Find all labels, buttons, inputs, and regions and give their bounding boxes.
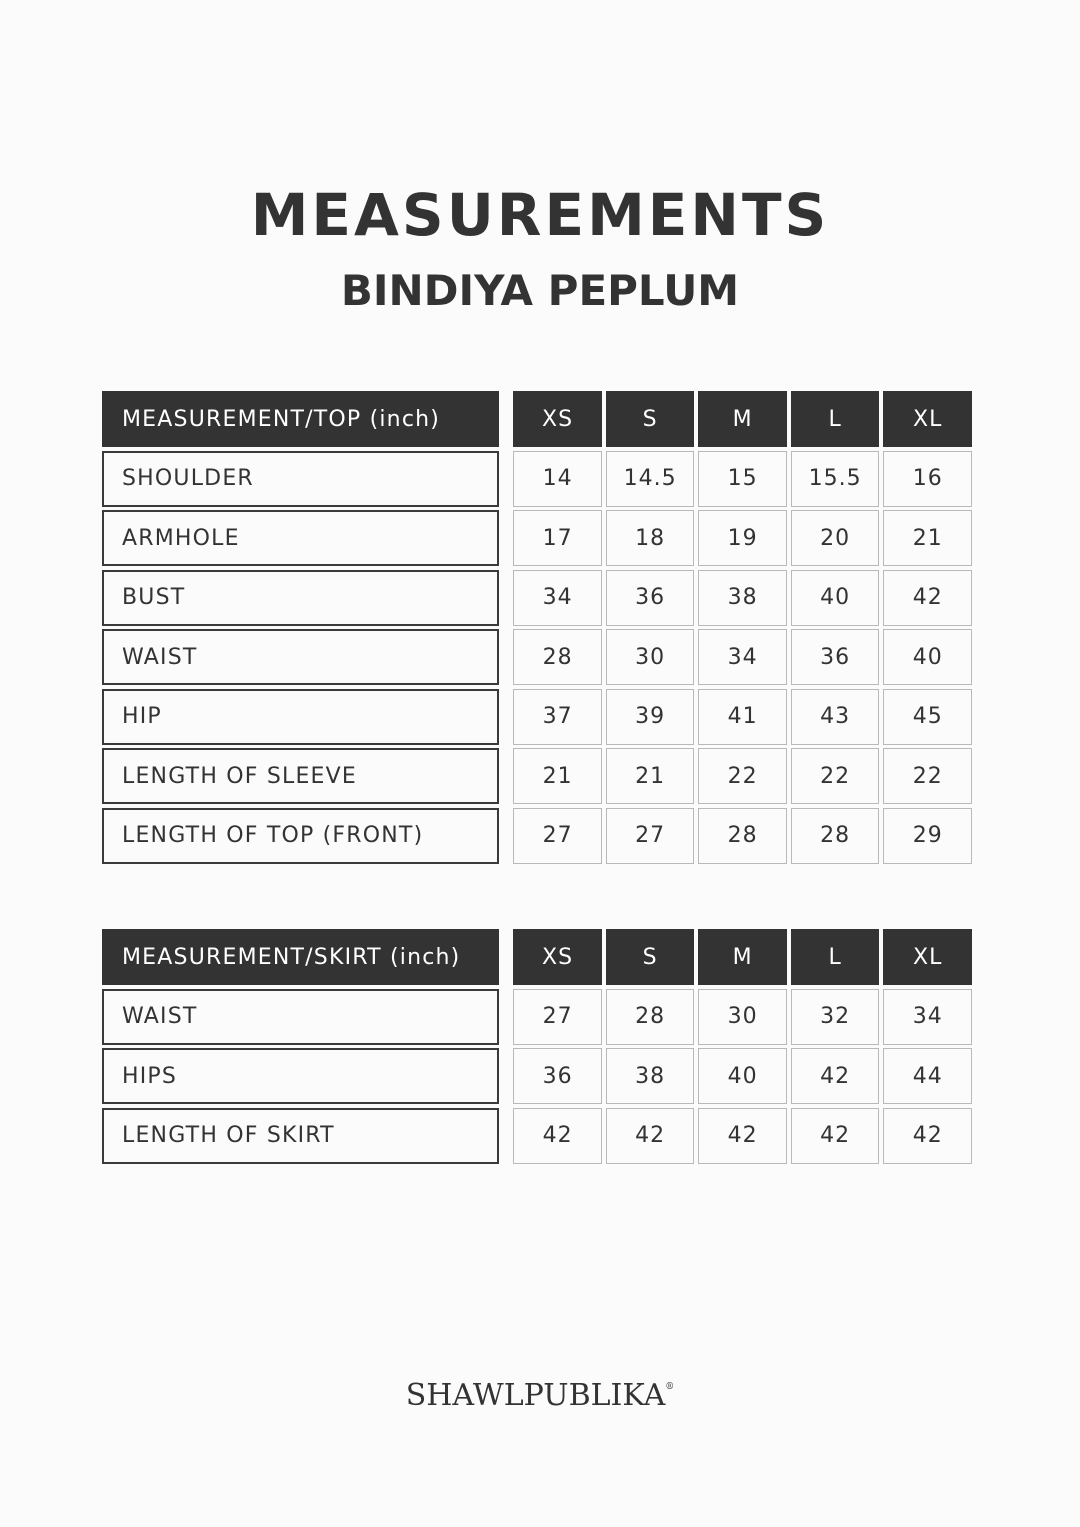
value-cell: 21 — [513, 748, 602, 804]
size-header: XS — [513, 929, 602, 985]
value-cell: 22 — [883, 748, 972, 804]
value-cell: 42 — [883, 1108, 972, 1164]
value-cell: 28 — [791, 808, 880, 864]
value-cell: 30 — [698, 989, 787, 1045]
table-row — [102, 748, 972, 804]
table-row — [102, 808, 972, 864]
value-cell: 40 — [698, 1048, 787, 1104]
table-header-label: MEASUREMENT/TOP (inch) — [102, 391, 499, 447]
value-cell: 15.5 — [791, 451, 880, 507]
row-label: BUST — [102, 570, 499, 626]
value-cell: 40 — [883, 629, 972, 685]
value-cell: 28 — [606, 989, 695, 1045]
size-header: M — [698, 391, 787, 447]
value-cell: 17 — [513, 510, 602, 566]
table-row — [102, 1108, 972, 1164]
size-header: S — [606, 929, 695, 985]
value-cell: 18 — [606, 510, 695, 566]
value-cell: 42 — [791, 1108, 880, 1164]
brand-name: SHAWLPUBLIKA — [405, 1378, 666, 1413]
table-row — [102, 451, 972, 507]
value-cell: 27 — [513, 989, 602, 1045]
value-cell: 21 — [883, 510, 972, 566]
value-cell: 16 — [883, 451, 972, 507]
value-cell: 36 — [791, 629, 880, 685]
value-cell: 38 — [698, 570, 787, 626]
table-row — [102, 689, 972, 745]
value-cell: 19 — [698, 510, 787, 566]
row-label: ARMHOLE — [102, 510, 499, 566]
value-cell: 27 — [513, 808, 602, 864]
value-cell: 39 — [606, 689, 695, 745]
value-cell: 41 — [698, 689, 787, 745]
value-cell: 20 — [791, 510, 880, 566]
page-title: MEASUREMENTS — [250, 181, 830, 249]
size-header: L — [791, 929, 880, 985]
value-cell: 21 — [606, 748, 695, 804]
value-cell: 44 — [883, 1048, 972, 1104]
row-label: HIPS — [102, 1048, 499, 1104]
row-label: WAIST — [102, 629, 499, 685]
row-label: WAIST — [102, 989, 499, 1045]
value-cell: 38 — [606, 1048, 695, 1104]
value-cell: 37 — [513, 689, 602, 745]
value-cell: 27 — [606, 808, 695, 864]
size-header: M — [698, 929, 787, 985]
size-header: XS — [513, 391, 602, 447]
value-cell: 36 — [513, 1048, 602, 1104]
value-cell: 32 — [791, 989, 880, 1045]
row-label: HIP — [102, 689, 499, 745]
value-cell: 30 — [606, 629, 695, 685]
table-row — [102, 510, 972, 566]
row-label: LENGTH OF SKIRT — [102, 1108, 499, 1164]
table-header-label: MEASUREMENT/SKIRT (inch) — [102, 929, 499, 985]
value-cell: 34 — [883, 989, 972, 1045]
value-cell: 22 — [791, 748, 880, 804]
value-cell: 29 — [883, 808, 972, 864]
skirt-measurements-table — [102, 929, 972, 1167]
table-row — [102, 629, 972, 685]
table-row — [102, 570, 972, 626]
table-header-row — [102, 391, 972, 447]
value-cell: 42 — [698, 1108, 787, 1164]
value-cell: 45 — [883, 689, 972, 745]
row-label: SHOULDER — [102, 451, 499, 507]
size-header: S — [606, 391, 695, 447]
value-cell: 34 — [513, 570, 602, 626]
top-measurements-table — [102, 391, 972, 867]
value-cell: 14 — [513, 451, 602, 507]
value-cell: 28 — [698, 808, 787, 864]
value-cell: 42 — [606, 1108, 695, 1164]
product-name: BINDIYA PEPLUM — [340, 266, 740, 315]
value-cell: 34 — [698, 629, 787, 685]
value-cell: 43 — [791, 689, 880, 745]
size-header: XL — [883, 929, 972, 985]
brand-logo — [0, 1378, 1080, 1413]
value-cell: 42 — [513, 1108, 602, 1164]
value-cell: 42 — [791, 1048, 880, 1104]
row-label: LENGTH OF SLEEVE — [102, 748, 499, 804]
table-row — [102, 989, 972, 1045]
table-row — [102, 1048, 972, 1104]
value-cell: 22 — [698, 748, 787, 804]
value-cell: 15 — [698, 451, 787, 507]
value-cell: 14.5 — [606, 451, 695, 507]
size-header: L — [791, 391, 880, 447]
registered-mark: ® — [665, 1382, 675, 1392]
value-cell: 42 — [883, 570, 972, 626]
value-cell: 36 — [606, 570, 695, 626]
value-cell: 28 — [513, 629, 602, 685]
table-header-row — [102, 929, 972, 985]
row-label: LENGTH OF TOP (FRONT) — [102, 808, 499, 864]
size-header: XL — [883, 391, 972, 447]
value-cell: 40 — [791, 570, 880, 626]
